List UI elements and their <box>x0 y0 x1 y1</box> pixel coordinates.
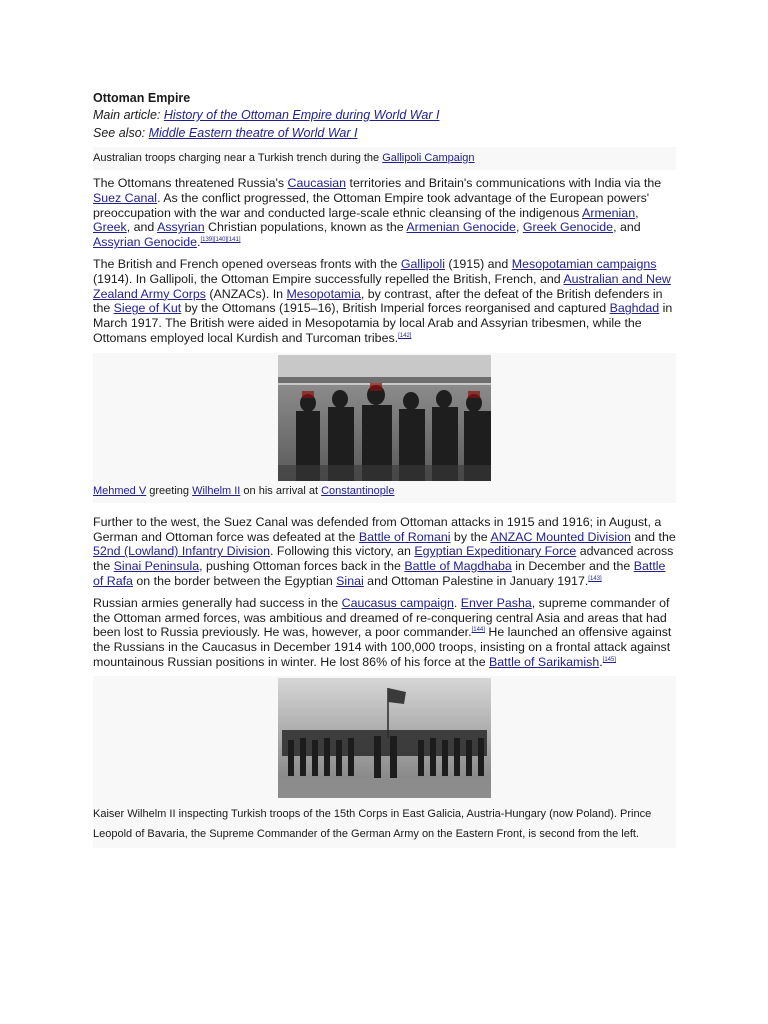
battle-of-magdhaba-link[interactable]: Battle of Magdhaba <box>404 559 512 574</box>
text: , <box>635 205 639 220</box>
figure-caption <box>93 481 676 503</box>
anzac-mounted-division-link[interactable]: ANZAC Mounted Division <box>490 529 631 544</box>
suez-canal-link[interactable]: Suez Canal <box>93 190 158 205</box>
text: Russian armies generally had success in the <box>93 595 342 610</box>
text: , pushing Ottoman forces back in the <box>199 559 405 574</box>
wilhelm-ii-link[interactable]: Wilhelm II <box>192 484 241 497</box>
see-also-label: See also: <box>93 126 146 140</box>
text: , supreme commander of the Ottoman armed forces, was ambitious and dreamed of re-conquering central Asia and areas that had been lost to Russia previously. He was, however, a poor commander. <box>93 595 670 640</box>
caption-text: Australian troops charging near a Turkish trench during the <box>93 152 383 164</box>
text: , by contrast, after the defeat of the British defenders in the <box>93 286 663 316</box>
figure-mehmed-wilhelm <box>93 353 676 503</box>
text: on the border between the Egyptian <box>132 573 337 588</box>
egyptian-expeditionary-force-link[interactable]: Egyptian Expeditionary Force <box>414 544 577 559</box>
text: , and <box>126 220 158 235</box>
caucasus-campaign-link[interactable]: Caucasus campaign <box>341 595 454 610</box>
gallipoli-link[interactable]: Gallipoli <box>400 256 445 271</box>
gallipoli-campaign-link[interactable]: Gallipoli Campaign <box>382 152 475 164</box>
photo-container <box>93 676 676 798</box>
figure-caption: Kaiser Wilhelm II inspecting Turkish troops of the 15th Corps in East Galicia, Austria-Hungary (now Poland). Prince Leopold of Bavaria, the Supreme Commander of the German Army on the Eastern Front, is second from the left. <box>93 807 652 840</box>
photo-mehmed-wilhelm-icon[interactable] <box>278 355 491 481</box>
gallipoli-caption <box>93 147 676 170</box>
text: , <box>515 220 523 235</box>
armenian-genocide-link[interactable]: Armenian Genocide <box>406 220 516 235</box>
figure-troop-inspection <box>93 676 676 848</box>
section-title: Ottoman Empire <box>93 91 191 105</box>
text: in March 1917. The British were aided in Mesopotamia by local Arab and Assyrian tribesmen, while the Ottomans employed local Kurdish and Turcoman tribes. <box>93 301 673 345</box>
text: in December and the <box>511 559 634 574</box>
sinai-peninsula-link[interactable]: Sinai Peninsula <box>113 559 200 574</box>
mehmed-v-link[interactable]: Mehmed V <box>93 484 147 497</box>
text: He launched an offensive against the Russians in the Caucasus in December 1914 with 100,000 troops, insisting on a frontal attack against mountainous Russian positions in winter. He lost 86% of his force at the <box>93 625 672 669</box>
article-section <box>93 90 676 848</box>
assyrian-link[interactable]: Assyrian <box>157 220 205 235</box>
text: on his arrival at <box>240 484 322 497</box>
see-also-link[interactable]: Middle Eastern theatre of World War I <box>148 126 358 140</box>
reference-link[interactable]: [139][140][141] <box>200 237 241 244</box>
52nd-lowland-division-link[interactable]: 52nd (Lowland) Infantry Division <box>93 544 271 559</box>
text: , and <box>613 220 641 235</box>
text: . <box>197 235 201 250</box>
text: greeting <box>146 484 193 497</box>
paragraph-caucasus-campaign <box>93 596 676 670</box>
paragraph-ottoman-threats <box>93 176 676 250</box>
text: and the <box>630 529 676 544</box>
text: (ANZACs). In <box>205 286 287 301</box>
text: The Ottomans threatened Russia's <box>93 176 288 190</box>
text: by the Ottomans (1915–16), British Imperial forces reorganised and captured <box>181 301 610 316</box>
battle-of-sarikamish-link[interactable]: Battle of Sarikamish <box>489 654 600 669</box>
constantinople-link[interactable]: Constantinople <box>321 484 395 497</box>
photo-container <box>93 353 676 481</box>
text: and Ottoman Palestine in January 1917. <box>363 573 589 588</box>
battle-of-rafa-link[interactable]: Battle of Rafa <box>93 559 666 588</box>
text: . <box>453 595 461 610</box>
text: (1914). In Gallipoli, the Ottoman Empire successfully repelled the British, French, and <box>93 271 564 286</box>
battle-of-romani-link[interactable]: Battle of Romani <box>358 529 451 544</box>
main-article-hatnote <box>93 106 676 124</box>
anzac-link[interactable]: Australian and New Zealand Army Corps <box>93 271 671 301</box>
text: territories and Britain's communications with India via the <box>346 176 662 190</box>
armenian-link[interactable]: Armenian <box>582 205 636 220</box>
text: by the <box>450 529 491 544</box>
text: Further to the west, the Suez Canal was defended from Ottoman attacks in 1915 and 1916; in August, a German and Ottoman force was defeated at the <box>93 514 662 544</box>
reference-link[interactable]: [144] <box>471 627 485 634</box>
siege-of-kut-link[interactable]: Siege of Kut <box>113 301 182 316</box>
reference-link[interactable]: [142] <box>398 332 412 339</box>
caucasian-link[interactable]: Caucasian <box>287 176 347 190</box>
reference-link[interactable]: [143] <box>588 575 602 582</box>
photo-troops-inspection-icon[interactable] <box>278 678 491 798</box>
enver-pasha-link[interactable]: Enver Pasha <box>460 595 532 610</box>
reference-link[interactable]: [145] <box>602 656 617 663</box>
text: . Following this victory, an <box>270 544 415 559</box>
assyrian-genocide-link[interactable]: Assyrian Genocide <box>93 235 197 250</box>
mesopotamia-link[interactable]: Mesopotamia <box>286 286 361 301</box>
text: advanced across the <box>93 544 674 574</box>
text: (1915) and <box>444 256 512 271</box>
mesopotamian-campaigns-link[interactable]: Mesopotamian campaigns <box>511 256 657 271</box>
see-also-hatnote <box>93 124 676 142</box>
text: Christian populations, known as the <box>204 220 407 235</box>
text: . As the conflict progressed, the Ottoman Empire took advantage of the European powers' preoccupation with the war and conducted large-scale ethnic cleansing of the indigenous <box>93 190 650 220</box>
main-article-link[interactable]: History of the Ottoman Empire during World War I <box>163 108 440 122</box>
text: . <box>599 654 603 669</box>
text: The British and French opened overseas fronts with the <box>93 256 401 271</box>
paragraph-overseas-fronts <box>93 257 676 346</box>
greek-link[interactable]: Greek <box>93 220 127 235</box>
baghdad-link[interactable]: Baghdad <box>609 301 660 316</box>
sinai-link[interactable]: Sinai <box>336 573 364 588</box>
main-article-label: Main article: <box>93 108 161 122</box>
greek-genocide-link[interactable]: Greek Genocide <box>522 220 614 235</box>
paragraph-suez-canal-defense <box>93 515 676 589</box>
